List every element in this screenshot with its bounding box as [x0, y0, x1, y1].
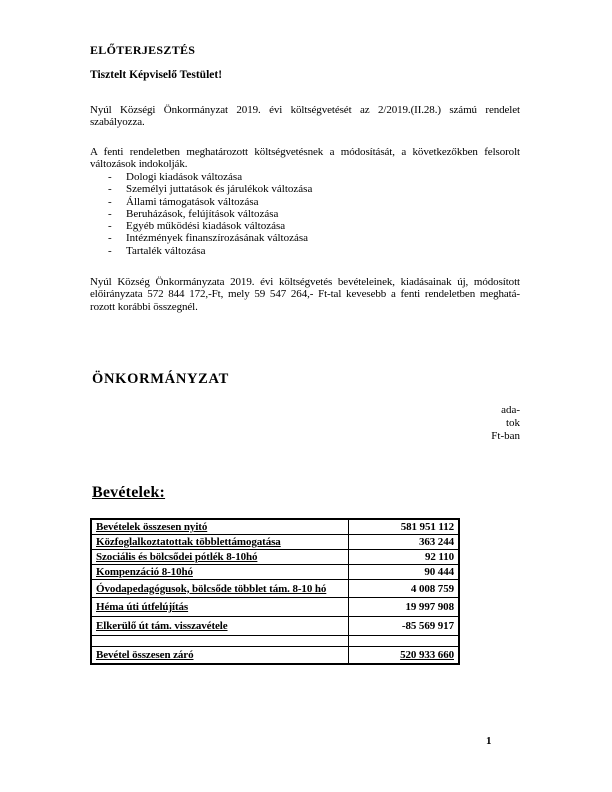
list-dash: -	[108, 195, 112, 208]
list-dash: -	[108, 244, 112, 257]
list-dash: -	[108, 207, 112, 220]
table-cell-label: Kompenzáció 8-10hó	[92, 565, 349, 579]
revenue-table	[90, 518, 460, 665]
unit-note-line: Ft-ban	[491, 430, 520, 442]
paragraph-line: A fenti rendeletben meghatározott költségvetésnek a módosítását, a következőkben felsorolt	[90, 146, 520, 158]
page-number: 1	[486, 735, 492, 747]
list-item	[108, 220, 520, 232]
paragraph-line: előirányzata 572 844 172,-Ft, mely 59 547 264,- Ft-tal kevesebb a fenti rendeletben meghatá-	[90, 288, 520, 301]
paragraph-budget-summary	[90, 276, 520, 313]
list-dash: -	[108, 232, 112, 245]
table-cell-value: 520 933 660	[400, 649, 454, 661]
salutation: Tisztelt Képviselő Testület!	[90, 69, 223, 81]
list-item	[108, 171, 520, 183]
table-row	[92, 520, 458, 534]
list-item	[108, 232, 520, 244]
list-item-text: Beruházások, felújítások változása	[126, 207, 279, 220]
paragraph-line: rozott korábbi összegnél.	[90, 300, 198, 313]
paragraph-line: Nyúl Községi Önkormányzat 2019. évi költségvetését az 2/2019.(II.28.) számú rendelet	[90, 104, 520, 116]
unit-note-line: ada-	[501, 404, 520, 416]
unit-note-line: tok	[505, 417, 520, 429]
table-cell-value: 581 951 112	[400, 521, 454, 533]
list-item-text: Személyi juttatások és járulékok változása	[126, 183, 313, 196]
list-item-text: Állami támogatások változása	[126, 195, 259, 208]
table-cell-value: 92 110	[424, 551, 454, 563]
table-row	[92, 549, 458, 564]
table-row	[92, 534, 458, 549]
table-cell-label: Szociális és bölcsődei pótlék 8-10hó	[92, 550, 349, 564]
list-item-text: Dologi kiadások változása	[126, 171, 243, 183]
table-cell-label: Elkerülő út tám. visszavétele	[92, 617, 349, 635]
table-cell-value: 19 997 908	[405, 601, 454, 613]
list-item-text: Tartalék változása	[126, 244, 206, 257]
list-item	[108, 245, 520, 257]
table-row	[92, 616, 458, 635]
list-item-text: Intézmények finanszírozásának változása	[126, 232, 309, 245]
table-cell-value	[349, 636, 458, 646]
table-row-total	[92, 646, 458, 663]
changes-list	[108, 171, 520, 257]
table-cell-label: Bevétel összesen záró	[92, 647, 349, 663]
table-heading-bevetelek: Bevételek:	[92, 484, 166, 501]
table-cell-label: Közfoglalkoztatottak többlettámogatása	[92, 535, 349, 549]
table-row	[92, 597, 458, 616]
table-row	[92, 564, 458, 579]
table-row	[92, 579, 458, 597]
paragraph-line: szabályozza.	[90, 116, 145, 129]
table-row-empty	[92, 635, 458, 646]
list-item-text: Egyéb működési kiadások változása	[126, 220, 286, 233]
table-cell-value: 90 444	[424, 566, 454, 578]
paragraph-regulation	[90, 104, 520, 129]
section-heading-onkormanyzat: ÖNKORMÁNYZAT	[92, 371, 230, 387]
table-cell-value: 363 244	[418, 536, 454, 548]
table-cell-label	[92, 636, 349, 646]
list-item	[108, 183, 520, 195]
table-cell-label: Héma úti útfelújítás	[92, 598, 349, 616]
list-dash: -	[108, 183, 112, 196]
list-item	[108, 196, 520, 208]
unit-note	[491, 404, 520, 443]
paragraph-line: Nyúl Község Önkormányzata 2019. évi költségvetés bevételeinek, kiadásainak új, módosított	[90, 276, 520, 288]
list-dash: -	[108, 220, 112, 233]
paragraph-line: változások indokolják.	[90, 158, 188, 171]
table-cell-value: 4 008 759	[410, 582, 454, 595]
list-item	[108, 208, 520, 220]
table-cell-value: -85 569 917	[401, 620, 454, 632]
document-title: ELŐTERJESZTÉS	[90, 43, 196, 57]
list-dash: -	[108, 171, 112, 183]
paragraph-modification-intro	[90, 146, 520, 171]
table-cell-label: Óvodapedagógusok, bölcsőde többlet tám. 8-10 hó	[92, 580, 349, 597]
table-cell-label: Bevételek összesen nyitó	[92, 520, 349, 534]
